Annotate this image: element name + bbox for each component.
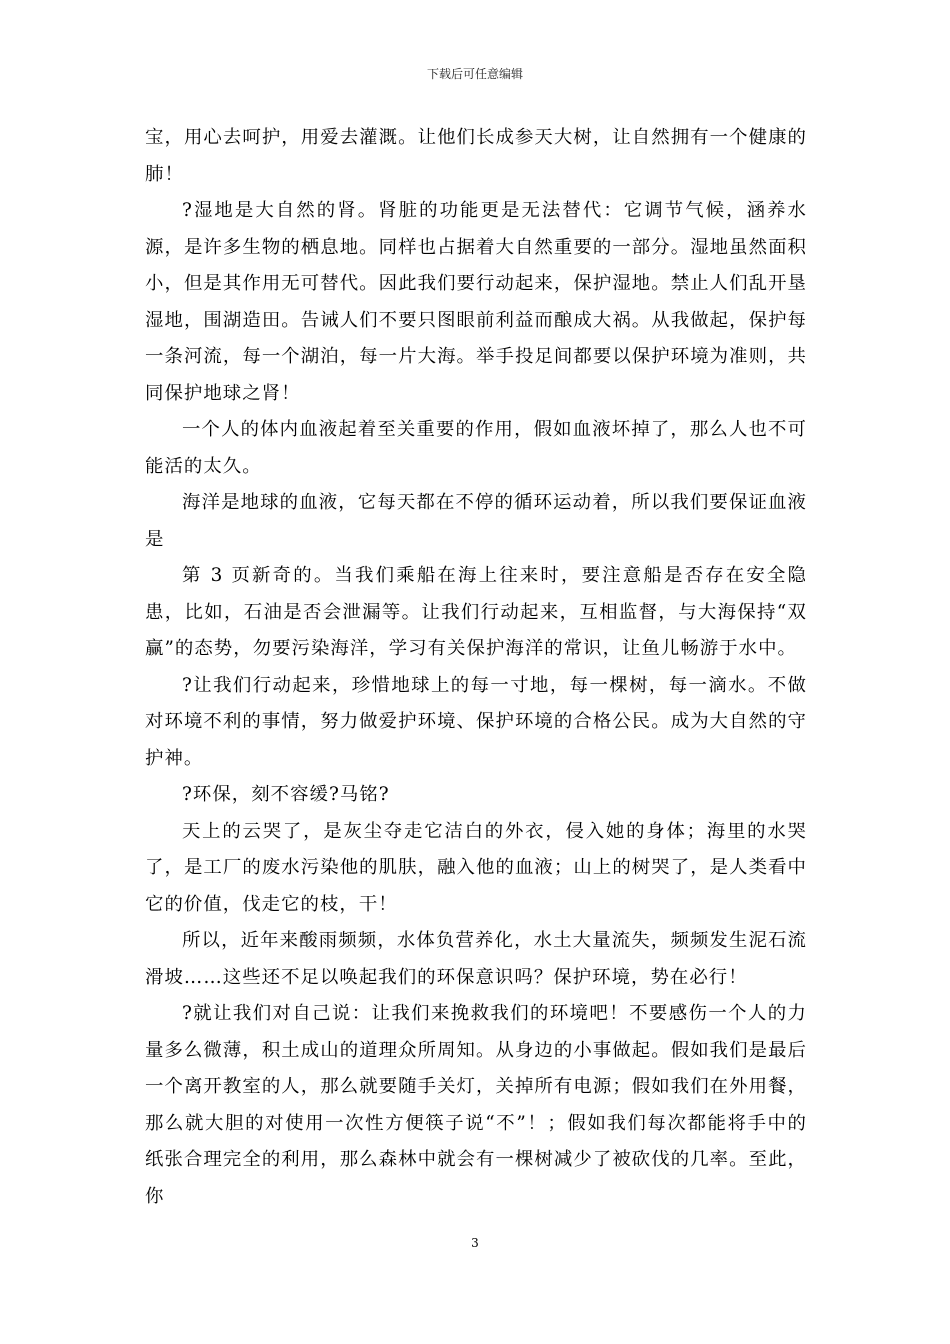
paragraph: 宝，用心去呵护，用爱去灌溉。让他们长成参天大树，让自然拥有一个健康的肺！ <box>145 127 807 185</box>
paragraph: ?环保，刻不容缓?马铭? <box>182 784 390 805</box>
paragraph: ?让我们行动起来，珍惜地球上的每一寸地，每一棵树，每一滴水。不做对环境不利的事情，努力做爱护环境、保护环境的合格公民。成为大自然的守护神。 <box>145 674 807 769</box>
paragraph: 第 3 页新奇的。当我们乘船在海上往来时，要注意船是否存在安全隐患，比如，石油是否会泄漏等。让我们行动起来，互相监督，与大海保持“双赢”的态势，勿要污染海洋，学习有关保护海洋的常识，让鱼儿畅游于水中。 <box>145 565 807 659</box>
paragraph: 海洋是地球的血液，它每天都在不停的循环运动着，所以我们要保证血液是 <box>145 492 807 550</box>
paragraph: 天上的云哭了，是灰尘夺走它洁白的外衣，侵入她的身体；海里的水哭了，是工厂的废水污染他的肌肤，融入他的血液；山上的树哭了，是人类看中它的价值，伐走它的枝，干！ <box>145 820 807 915</box>
page-number: 3 <box>471 1236 479 1250</box>
paragraph: ?就让我们对自己说：让我们来挽救我们的环境吧！不要感伤一个人的力量多么微薄，积土成山的道理众所周知。从身边的小事做起。假如我们是最后一个离开教室的人，那么就要随手关灯，关掉所有电源；假如我们在外用餐，那么就大胆的对使用一次性方便筷子说“不”！；假如我们每次都能将手中的纸张合理完全的利用，那么森林中就会有一棵树减少了被砍伐的几率。至此，你 <box>145 1003 807 1207</box>
page-header: 下载后可任意编辑 <box>426 67 523 81</box>
document-body <box>145 120 807 1215</box>
paragraph: 一个人的体内血液起着至关重要的作用，假如血液坏掉了，那么人也不可能活的太久。 <box>145 419 807 477</box>
paragraph: ?湿地是大自然的肾。肾脏的功能更是无法替代：它调节气候，涵养水源，是许多生物的栖息地。同样也占据着大自然重要的一部分。湿地虽然面积小，但是其作用无可替代。因此我们要行动起来，保护湿地。禁止人们乱开垦湿地，围湖造田。告诫人们不要只图眼前利益而酿成大祸。从我做起，保护每一条河流，每一个湖泊，每一片大海。举手投足间都要以保护环境为准则，共同保护地球之肾！ <box>145 200 807 404</box>
paragraph: 所以，近年来酸雨频频，水体负营养化，水土大量流失，频频发生泥石流滑坡……这些还不足以唤起我们的环保意识吗？保护环境，势在必行！ <box>145 930 807 988</box>
